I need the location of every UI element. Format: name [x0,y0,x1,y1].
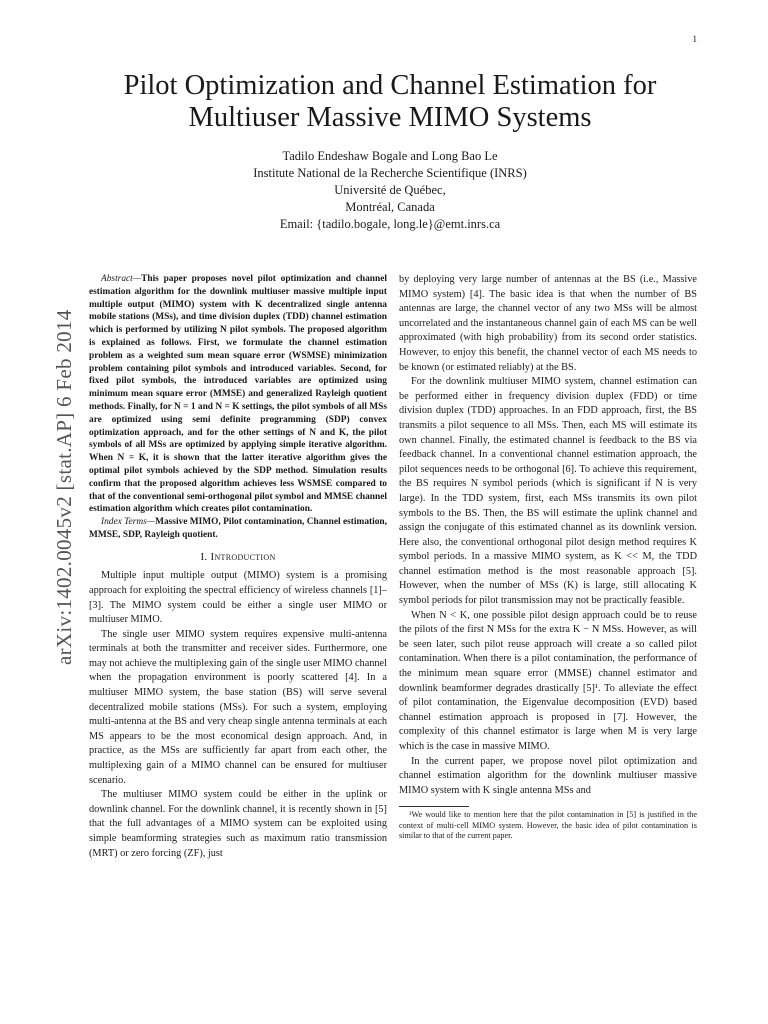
left-column [89,273,387,861]
right-column [399,273,697,842]
index-terms-label: Index Terms— [101,517,156,528]
author-email: Email: {tadilo.bogale, long.le}@emt.inrs.ca [279,217,501,231]
body-paragraph: Multiple input multiple output (MIMO) system is a promising approach for exploiting the spectral efficiency of wireless channels [1]–[3]. The MIMO system could be either a single user MIMO or multiuser MIMO. [89,570,387,626]
index-terms-text: Massive MIMO, Pilot contamination, Channel estimation, MMSE, SDP, Rayleigh quotient. [89,517,387,540]
section-heading-introduction: I. Introduction [200,550,276,563]
body-paragraph: The multiuser MIMO system could be either in the uplink or downlink channel. For the downlink channel, it is recently shown in [5] that the full advantages of a MIMO system can be exploited using simple beamforming strategies such as maximum ratio transmission (MRT) or zero forcing (ZF), just [89,789,387,859]
affiliation-line-2: Université de Québec, [334,183,446,197]
title-block [90,70,690,233]
affiliation-line-1: Institute National de la Recherche Scientifique (INRS) [253,166,527,180]
page-number: 1 [692,34,697,44]
affiliation-line-3: Montréal, Canada [345,200,435,214]
author-list: Tadilo Endeshaw Bogale and Long Bao Le [282,149,498,163]
body-paragraph: The single user MIMO system requires expensive multi-antenna terminals at both the transmitter and receiver sides. Furthermore, one may not achieve the multiplexing gain of the single user MIMO channel when the propagation environment is poorly scattered [4]. In a multiuser MIMO system, the base station (BS) will serve several decentralized mobile stations (MSs). For such a system, employing multi-antenna at the BS and very cheap single antenna terminals at each MS appears to be the most economical design approach. And, in practice, as the MSs are sufficiently far apart from each other, the multiplexing gain of a MIMO channel can be ensured for multiuser scenario. [89,628,387,786]
abstract-text: This paper proposes novel pilot optimization and channel estimation algorithm for the downlink multiuser massive multiple input multiple output (MIMO) system with K decentralized single antenna mobile stations (MSs), and time division duplex (TDD) channel estimation which is performed by utilizing N pilot symbols. The proposed algorithm is explained as follows. First, we formulate the channel estimation problem as a weighted sum mean square error (WSMSE) minimization problem containing pilot symbols and introduced variables. Second, for fixed pilot symbols, the introduced variables are optimized using minimum mean square error (MMSE) and generalized Rayleigh quotient methods. Finally, for N = 1 and N = K settings, the pilot symbols of all MSs are optimized using semi definite programming (SDP) convex optimization approach, and for the other settings of N and K, the pilot symbols of all MSs are optimized by applying simple iterative algorithm. When N = K, it is shown that the latter iterative algorithm gives the optimal pilot symbols achieved by the SDP method. Simulation results confirm that the proposed algorithm achieves less WSMSE compared to that of the conventional semi-orthogonal pilot symbol and MMSE channel estimation algorithm which creates pilot contamination. [89,274,387,515]
abstract-label: Abstract— [101,274,142,284]
body-paragraph: In the current paper, we propose novel pilot optimization and channel estimation algorithm for the downlink multiuser massive MIMO system with K single antenna MSs and [399,755,697,796]
footnote: ¹We would like to mention here that the pilot contamination in [5] is justified in the context of multi-cell MIMO system. However, the basic idea of pilot contamination is similar to that of the current paper. [399,810,697,841]
paper-title: Pilot Optimization and Channel Estimation for Multiuser Massive MIMO Systems [123,70,657,133]
footnote-divider [399,806,469,807]
body-paragraph: When N < K, one possible pilot design approach could be to reuse the pilots of the first N MSs for the extra K − N MSs. However, as will be seen later, such pilot reuse approach will create a so called pilot contamination. When there is a pilot contamination, the performance of the minimum mean square error (MMSE) channel estimator and downlink beamformer degrades drastically [5]¹. To alleviate the effect of pilot contamination, the Eigenvalue decomposition (EVD) based channel estimation approach is proposed in [7]. However, the complexity of this channel estimator is large when M is very large which is the case in massive MIMO. [399,609,697,752]
abstract [89,273,387,516]
body-paragraph: by deploying very large number of antennas at the BS (i.e., Massive MIMO system) [4]. The basic idea is that when the number of BS antennas are large, the channel vector of any two MSs will be almost uncorrelated and the instantaneous channel gain of each MS can be well approximated (with high probability) from its second order statistics. However, to enjoy this benefit, the channel vector of each MS needs to be known (or estimated reliably) at the BS. [399,274,697,373]
body-paragraph: For the downlink multiuser MIMO system, channel estimation can be performed either in frequency division duplex (FDD) or time division duplex (TDD) approaches. In an FDD approach, first, the BS transmits a pilot sequence to all MSs. Then, each MS will estimate its own channel. Finally, the estimated channel is feedback to the BS via feedback channel. In a conventional channel estimation approach, the pilot sequences needs to be orthogonal [6]. To achieve this requirement, the BS requires N symbol periods (which is significant if N is very large). In the TDD system, first, each MSs transmits its own pilot symbols to the BS. Then, the BS will estimate the uplink channel and assign the conjugate of this estimated channel as its downlink version. Here also, the conventional orthogonal pilot design method requires K symbol periods. In a massive MIMO system, as K << M, the TDD channel estimation method is the most reasonable approach [5]. However, when the number of MSs (K) is large, still allocating K symbol periods for pilot transmission may not be practically feasible. [399,376,697,607]
index-terms [89,516,387,542]
arxiv-identifier: arXiv:1402.0045v2 [stat.AP] 6 Feb 2014 [52,309,76,665]
